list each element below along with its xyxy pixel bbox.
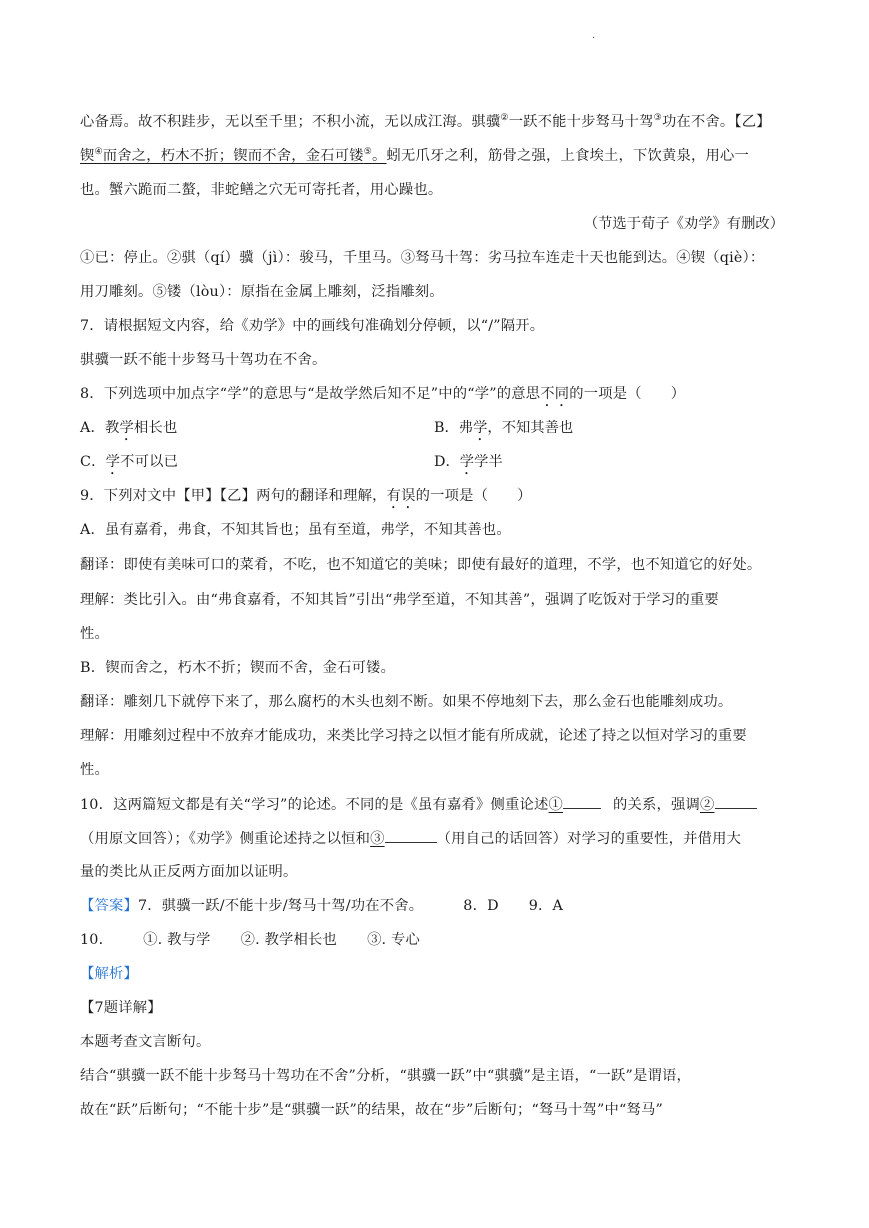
q8-option-a: A．教学相长也	[80, 420, 178, 436]
footnote-mark: ③	[653, 113, 662, 124]
analysis-line-2: 结合“骐骥一跃不能十步驽马十驾功在不舍”分析，“骐骥一跃”中“骐骥”是主语，“一跃”是谓语，	[80, 1068, 691, 1084]
q9-option-a: A．虽有嘉肴，弗食，不知其旨也；虽有至道，弗学，不知其善也。	[80, 522, 511, 538]
header-mark: .	[592, 30, 596, 41]
analysis-line-1: 本题考查文言断句。	[80, 1034, 211, 1050]
q10-line-2: （用原文回答）；《劝学》侧重论述持之以恒和③ （用自己的话回答）对学习的重要性，并借用大	[80, 828, 795, 849]
passage-line-2: 锲④而舍之，朽木不折；锲而不舍，金石可镂⑤。蚓无爪牙之利，筋骨之强，上食埃土，下饮黄泉，用心一	[80, 147, 749, 164]
q9-prompt: 9．下列对文中【甲】【乙】两句的翻译和理解，有误的一项是（ ）	[80, 488, 532, 504]
q7-prompt: 7．请根据短文内容，给《劝学》中的画线句准确划分停顿，以“/”隔开。	[80, 318, 545, 334]
answer-blank-3[interactable]: ③	[370, 831, 437, 847]
answer-blank-2[interactable]: ②	[700, 797, 757, 813]
q9-a-understanding-cont: 性。	[80, 626, 109, 642]
passage-line-3: 也。蟹六跪而二螯，非蛇鳝之穴无可寄托者，用心躁也。	[80, 182, 443, 198]
notes-line-2: 用刀雕刻。⑤镂（lòu）：原指在金属上雕刻，泛指雕刻。	[80, 284, 444, 300]
q7-sentence: 骐骥一跃不能十步驽马十驾功在不舍。	[80, 352, 327, 368]
answer-tag: 【答案】	[80, 898, 138, 914]
analysis-subheading: 【7题详解】	[80, 1000, 162, 1016]
q8-option-c: C．学不可以已	[80, 454, 179, 470]
passage-source: （节选于荀子《劝学》有删改）	[583, 216, 784, 232]
analysis-line-3: 故在“跃”后断句；“不能十步”是“骐骥一跃”的结果，故在“步”后断句；“驽马十驾”中“驽马”	[80, 1102, 663, 1118]
q9-option-b: B．锲而舍之，朽木不折；锲而不舍，金石可镂。	[80, 660, 396, 676]
q9-b-understanding: 理解：用雕刻过程中不放弃才能成功，来类比学习持之以恒才能有所成就，论述了持之以恒对学习的重要	[80, 728, 747, 744]
notes-line-1: ①已：停止。②骐（qí）骥（jì）：骏马，千里马。③驽马十驾：劣马拉车连走十天也能到达。④锲（qiè）：	[80, 250, 765, 266]
passage-line-1: 心备焉。故不积跬步，无以至千里；不积小流，无以成江海。骐骥②一跃不能十步驽马十驾③功在不舍。【乙】	[80, 113, 771, 130]
footnote-mark: ②	[500, 113, 509, 124]
q8-option-b: B．弗学，不知其善也	[434, 420, 574, 436]
answer-q10-line: 10． ①. 教与学 ②. 教学相长也 ③. 专心	[80, 932, 421, 948]
answer-blank-1[interactable]: ①	[549, 797, 602, 813]
underlined-sentence: 锲④而舍之，朽木不折；锲而不舍，金石可镂⑤。	[80, 147, 387, 164]
q9-a-translation: 翻译：即使有美味可口的菜肴，不吃，也不知道它的美味；即使有最好的道理，不学，也不知道它的好处。	[80, 557, 762, 573]
q9-b-understanding-cont: 性。	[80, 762, 109, 778]
q9-a-understanding: 理解：类比引入。由“弗食嘉肴，不知其旨”引出“弗学至道，不知其善”，强调了吃饭对于学习的重要	[80, 592, 719, 608]
q9-b-translation: 翻译：雕刻几下就停下来了，那么腐朽的木头也刻不断。如果不停地刻下去，那么金石也能雕刻成功。	[80, 694, 733, 710]
q10-line-1: 10．这两篇短文都是有关“学习”的论述。不同的是《虽有嘉肴》侧重论述① 的关系，强调②	[80, 794, 795, 815]
analysis-tag: 【解析】	[80, 966, 138, 982]
q8-option-d: D．学学半	[434, 454, 503, 470]
q8-prompt: 8．下列选项中加点字“学”的意思与“是故学然后知不足”中的“学”的意思不同的一项是（ ）	[80, 386, 686, 402]
q10-line-3: 量的类比从正反两方面加以证明。	[80, 864, 298, 880]
answer-line: 【答案】7．骐骥一跃/不能十步/驽马十驾/功在不舍。 8．D 9．A	[80, 898, 564, 914]
